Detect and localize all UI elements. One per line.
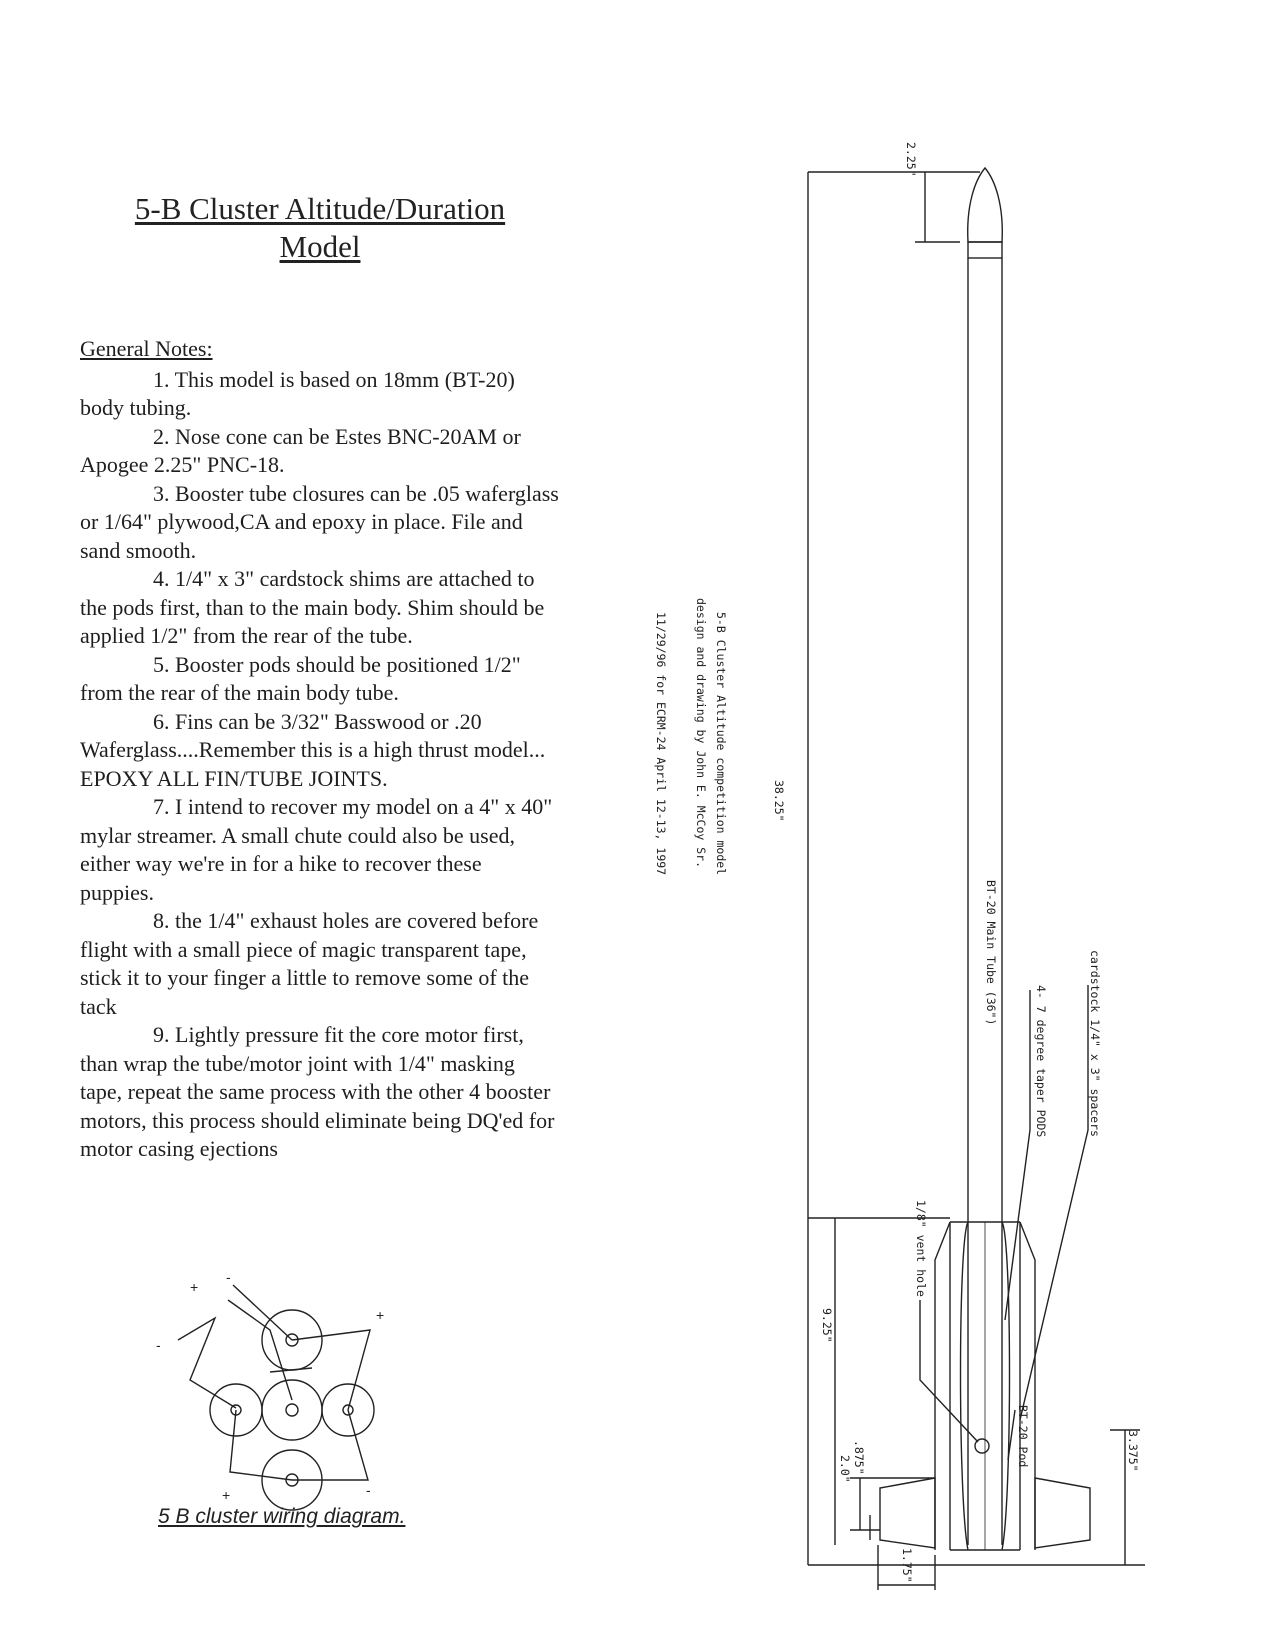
wiring-polarity [156, 1269, 384, 1503]
note-item: 3. Booster tube closures can be .05 waferglass or 1/64" plywood,CA and epoxy in place. File and sand smooth. [80, 480, 559, 563]
credit-line-1: 5-B Cluster Altitude competition model [714, 612, 728, 876]
credit-line-2: design and drawing by John E. McCoy Sr. [694, 598, 708, 869]
note-item: 4. 1/4" x 3" cardstock shims are attached to the pods first, than to the main body. Shim should be applied 1/2" from the rear of the tube. [80, 566, 545, 648]
label-pod: BT-20 Pod [1016, 1405, 1030, 1468]
dim-d3: 1.75" [900, 1548, 914, 1583]
polarity-mark: + [376, 1307, 385, 1323]
rocket-side-view [808, 168, 1145, 1590]
polarity-mark: - [156, 1337, 161, 1353]
title-line-2: Model [279, 229, 361, 264]
dim-nose: 2.25" [904, 142, 918, 177]
note-item: 5. Booster pods should be positioned 1/2" from the rear of the main body tube. [80, 651, 521, 705]
polarity-mark: - [226, 1269, 231, 1285]
dim-span: 3.375" [1126, 1430, 1140, 1472]
note-item: 7. I intend to recover my model on a 4" x 40" mylar streamer. A small chute could also be used, either way we're in for a hike to recover these puppies. [80, 794, 553, 905]
dim-d1: .875" [852, 1440, 866, 1475]
note-item: 2. Nose cone can be Estes BNC-20AM or Apogee 2.25" PNC-18. [80, 423, 521, 477]
note-item: 9. Lightly pressure fit the core motor first, than wrap the tube/motor joint with 1/4" masking tape, repeat the same process with the other 4 booster motors, this process should eliminate being DQ'ed for motor casing ejections [80, 1022, 555, 1161]
title-line-1: 5-B Cluster Altitude/Duration [134, 191, 506, 226]
polarity-mark: + [222, 1487, 231, 1503]
wiring-caption: 5 B cluster wiring diagram. [158, 1505, 406, 1528]
label-vent: 1/8" vent hole [914, 1200, 928, 1297]
note-item: 6. Fins can be 3/32" Basswood or .20 Waferglass....Remember this is a high thrust model... EPOXY ALL FIN/TUBE JOINTS. [80, 708, 546, 791]
dim-d2: 2.0" [838, 1455, 852, 1483]
note-item: 1. This model is based on 18mm (BT-20) body tubing. [80, 366, 515, 420]
note-item: 8. the 1/4" exhaust holes are covered before flight with a small piece of magic transparent tape, stick it to your finger a little to remove some of the tack [80, 908, 539, 1019]
notes-heading: General Notes: [80, 336, 213, 361]
dim-pod-length: 9.25" [820, 1308, 834, 1343]
label-main-tube: BT-20 Main Tube (36") [984, 880, 998, 1026]
wiring-diagram [178, 1285, 374, 1510]
label-pods-taper: 4- 7 degree taper PODS [1034, 985, 1048, 1138]
label-spacers: cardstock 1/4" x 3" spacers [1088, 950, 1102, 1137]
polarity-mark: - [366, 1482, 371, 1498]
dim-overall: 38.25" [772, 780, 786, 822]
credit-line-3: 11/29/96 for ECRM-24 April 12-13, 1997 [654, 612, 668, 876]
polarity-mark: + [190, 1279, 199, 1295]
